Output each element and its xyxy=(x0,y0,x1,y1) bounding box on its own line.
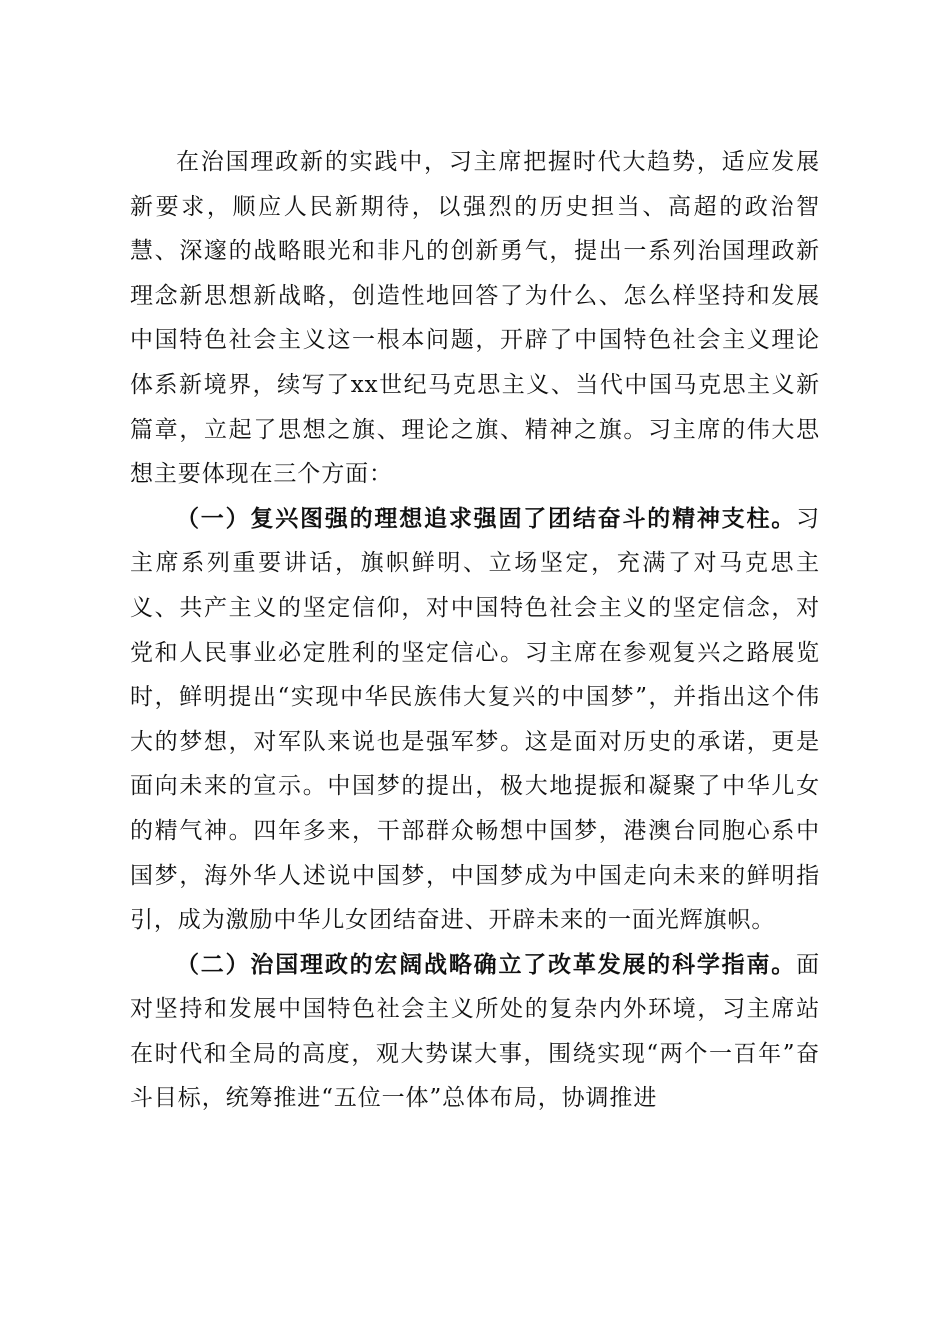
paragraph-section-1 xyxy=(130,497,820,943)
section-1-heading: （一）复兴图强的理想追求强固了团结奋斗的精神支柱。 xyxy=(176,505,797,532)
paragraph-intro xyxy=(130,140,820,497)
section-1-text: 习主席系列重要讲话，旗帜鲜明、立场坚定，充满了对马克思主义、共产主义的坚定信仰，对中国特色社会主义的坚定信念，对党和人民事业必定胜利的坚定信心。习主席在参观复兴之路展览时，鲜明提出“实现中华民族伟大复兴的中国梦”，并指出这个伟大的梦想，对军队来说也是强军梦。这是面对历史的承诺，更是面向未来的宣示。中国梦的提出，极大地提振和凝聚了中华儿女的精气神。四年多来，干部群众畅想中国梦，港澳台同胞心系中国梦，海外华人述说中国梦，中国梦成为中国走向未来的鲜明指引，成为激励中华儿女团结奋进、开辟未来的一面光辉旗帜。 xyxy=(130,505,820,934)
section-2-text: 面对坚持和发展中国特色社会主义所处的复杂内外环境，习主席站在时代和全局的高度，观大势谋大事，围绕实现“两个一百年”奋斗目标，统筹推进“五位一体”总体布局，协调推进 xyxy=(130,951,820,1112)
paragraph-section-2 xyxy=(130,943,820,1121)
document-body xyxy=(130,140,820,1121)
paragraph-intro-text: 在治国理政新的实践中，习主席把握时代大趋势，适应发展新要求，顺应人民新期待，以强烈的历史担当、高超的政治智慧、深邃的战略眼光和非凡的创新勇气，提出一系列治国理政新理念新思想新战略，创造性地回答了为什么、怎么样坚持和发展中国特色社会主义这一根本问题，开辟了中国特色社会主义理论体系新境界，续写了xx世纪马克思主义、当代中国马克思主义新篇章，立起了思想之旗、理论之旗、精神之旗。习主席的伟大思想主要体现在三个方面： xyxy=(130,149,820,488)
section-2-heading: （二）治国理政的宏阔战略确立了改革发展的科学指南。 xyxy=(176,951,797,978)
